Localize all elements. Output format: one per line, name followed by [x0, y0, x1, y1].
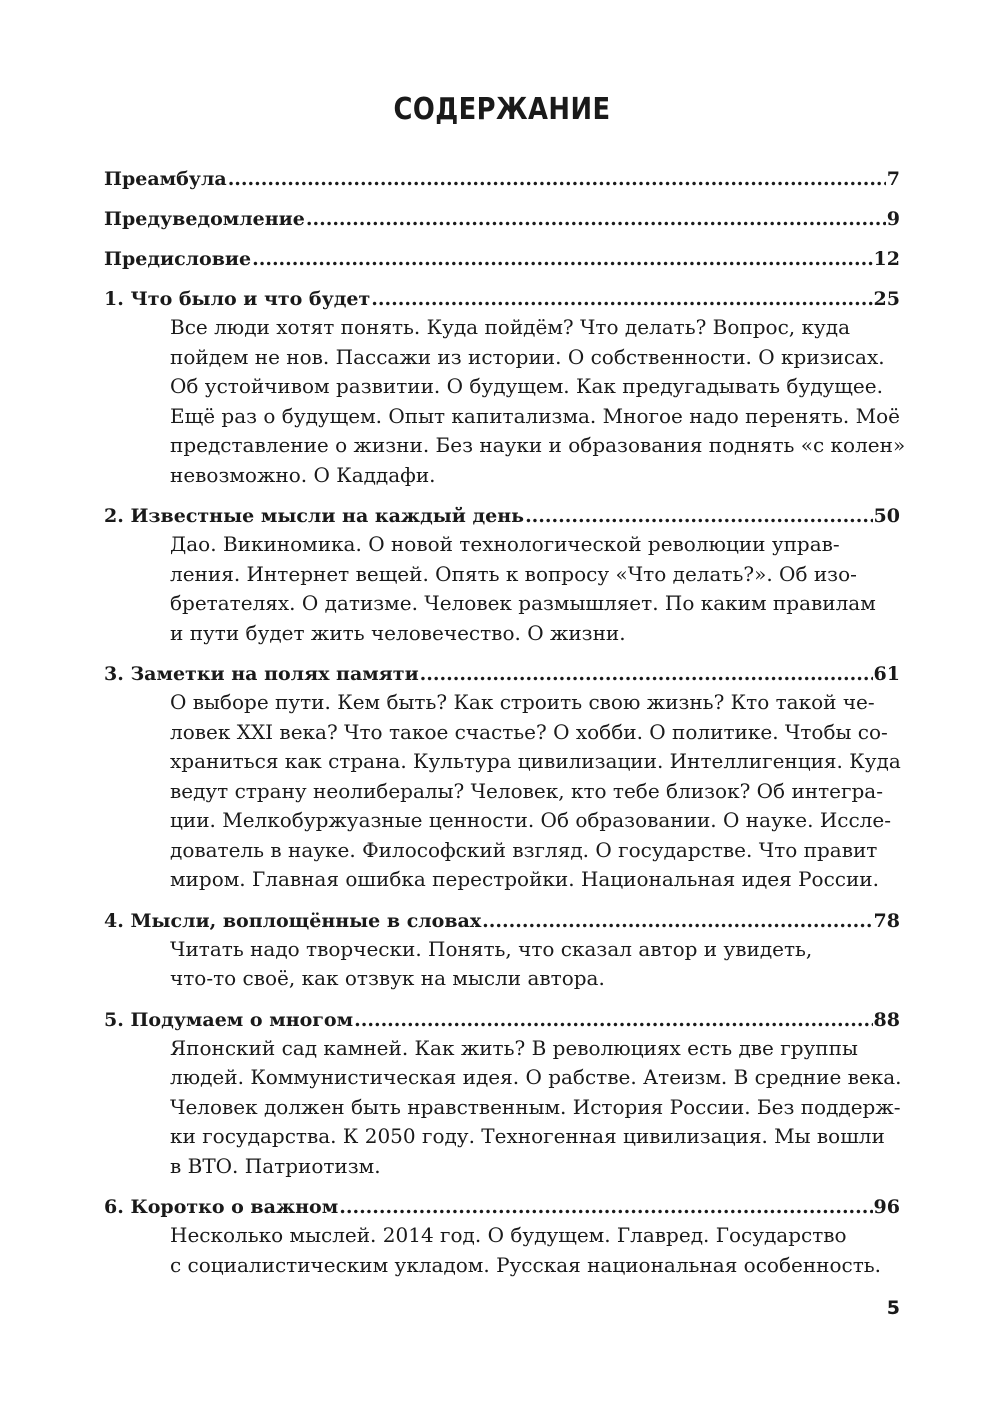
dot-leader [525, 502, 872, 530]
toc-entry-heading[interactable] [104, 502, 900, 530]
toc-entry-heading[interactable] [104, 660, 900, 688]
description-line: дователь в науке. Философский взгляд. О государстве. Что правит [170, 837, 878, 862]
description-line: Об устойчивом развитии. О будущем. Как предугадывать будущее. [170, 374, 883, 398]
toc-entry-label: Предисловие [104, 248, 252, 270]
description-line: пойдем не нов. Пассажи из истории. О собственности. О кризисах. [170, 344, 885, 369]
toc-entry-page: 12 [873, 248, 900, 270]
toc-entry-heading[interactable] [104, 165, 900, 193]
dot-leader [339, 1193, 872, 1221]
description-line: представление о жизни. Без науки и образования поднять «с колен» [170, 433, 906, 457]
toc-entry-description [170, 313, 906, 490]
toc-entry-page: 9 [886, 208, 900, 230]
toc-entry [104, 502, 900, 648]
description-line: Все люди хотят понять. Куда пойдём? Что делать? Вопрос, куда [170, 315, 851, 339]
toc-entry-heading[interactable] [104, 907, 900, 935]
page-title: СОДЕРЖАНИЕ [393, 92, 611, 127]
toc-entry-description [170, 1034, 900, 1182]
description-line: с социалистическим укладом. Русская национальная особенность. [170, 1252, 882, 1277]
toc-entry-page: 78 [873, 909, 900, 932]
toc-entry-description [170, 688, 900, 895]
toc-entry [104, 205, 900, 233]
toc-entry-description [170, 530, 900, 648]
description-line: людей. Коммунистическая идея. О рабстве. Атеизм. В средние века. [170, 1065, 902, 1089]
toc-entry-heading[interactable] [104, 205, 900, 233]
description-line: невозможно. О Каддафи. [170, 462, 436, 487]
dot-leader [306, 205, 886, 233]
toc-entry-heading[interactable] [104, 245, 900, 273]
toc-entry-description [170, 1221, 900, 1280]
toc-entry-label: 6. Коротко о важном [104, 1196, 339, 1218]
toc-entry-label: 5. Подумаем о многом [104, 1008, 354, 1031]
description-line: ловек XXI века? Что такое счастье? О хобби. О политике. Чтобы со- [170, 719, 888, 744]
toc-entry-page: 61 [873, 663, 900, 685]
toc-entry-page: 25 [873, 288, 900, 310]
description-line: ведут страну неолибералы? Человек, кто тебе близок? Об интегра- [170, 778, 883, 803]
toc-entry [104, 907, 900, 994]
dot-leader [420, 660, 873, 688]
toc-entry-heading[interactable] [104, 285, 900, 313]
toc-entry-page: 7 [886, 168, 900, 190]
description-line: ции. Мелкобуржуазные ценности. Об образовании. О науке. Иссле- [170, 808, 891, 832]
toc-entry-page: 50 [873, 505, 900, 527]
toc-entry-heading[interactable] [104, 1006, 900, 1034]
toc-entry-page: 88 [873, 1008, 900, 1031]
description-line: бретателях. О датизме. Человек размышляет. По каким правилам [170, 591, 876, 615]
description-line: миром. Главная ошибка перестройки. Национальная идея России. [170, 867, 879, 891]
toc-entry-label: 3. Заметки на полях памяти [104, 663, 419, 685]
description-line: ки государства. К 2050 году. Техногенная цивилизация. Мы вошли [170, 1124, 885, 1148]
description-line: Японский сад камней. Как жить? В революциях есть две группы [170, 1035, 858, 1060]
description-line: что-то своё, как отзвук на мысли автора. [170, 966, 605, 990]
toc-entry-label: Преамбула [104, 168, 227, 190]
dot-leader [252, 245, 872, 273]
page-number: 5 [886, 1297, 900, 1319]
description-line: Человек должен быть нравственным. История России. Без поддерж- [170, 1094, 901, 1119]
description-line: Ещё раз о будущем. Опыт капитализма. Многое надо перенять. Моё [170, 403, 900, 428]
description-line: Несколько мыслей. 2014 год. О будущем. Главред. Государство [170, 1223, 847, 1247]
description-line: О выборе пути. Кем быть? Как строить свою жизнь? Кто такой че- [170, 690, 875, 714]
toc-entry [104, 660, 900, 895]
description-line: храниться как страна. Культура цивилизации. Интеллигенция. Куда [170, 749, 901, 773]
toc-entry [104, 165, 900, 193]
description-line: и пути будет жить человечество. О жизни. [170, 620, 626, 645]
toc-entry-label: Предуведомление [104, 208, 305, 230]
toc-entry-label: 1. Что было и что будет [104, 288, 371, 310]
dot-leader [354, 1006, 872, 1034]
toc-entry-description [170, 935, 900, 994]
toc-entry [104, 1006, 900, 1182]
toc-entry-label: 4. Мысли, воплощённые в словах [104, 909, 482, 932]
description-line: Читать надо творчески. Понять, что сказал автор и увидеть, [170, 936, 813, 961]
dot-leader [228, 165, 886, 193]
dot-leader [371, 285, 872, 313]
toc-entry-page: 96 [873, 1196, 900, 1218]
description-line: в ВТО. Патриотизм. [170, 1153, 381, 1178]
description-line: Дао. Викиномика. О новой технологической революции управ- [170, 532, 840, 556]
toc-entry-heading[interactable] [104, 1193, 900, 1221]
toc-entry [104, 285, 906, 490]
table-of-contents [104, 165, 906, 1292]
description-line: ления. Интернет вещей. Опять к вопросу «Что делать?». Об изо- [170, 561, 857, 586]
toc-entry [104, 1193, 900, 1280]
toc-entry [104, 245, 900, 273]
toc-entry-label: 2. Известные мысли на каждый день [104, 505, 525, 527]
dot-leader [482, 907, 872, 935]
